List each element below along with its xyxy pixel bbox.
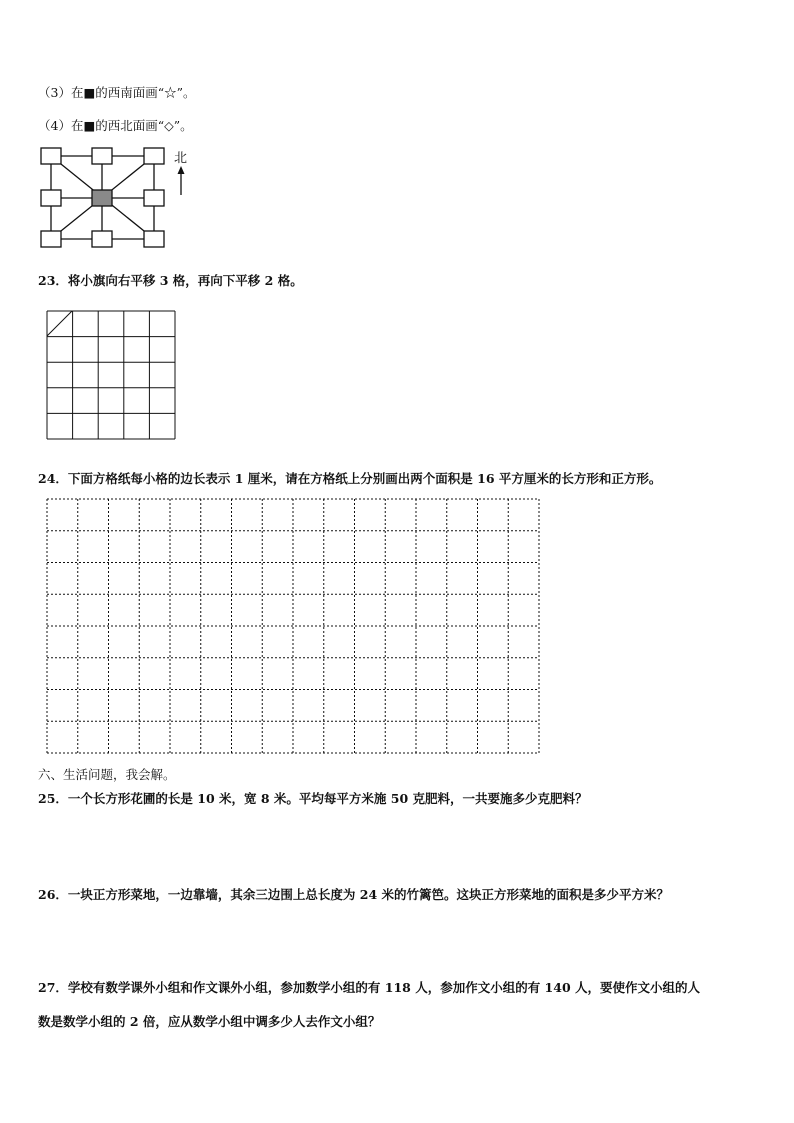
box-southwest[interactable] [41, 231, 61, 247]
box-northwest[interactable] [41, 148, 61, 164]
box-west[interactable] [41, 190, 61, 206]
q24-text: 24．下面方格纸每小格的边长表示 1 厘米，请在方格纸上分别画出两个面积是 16 平方厘米的长方形和正方形。 [38, 471, 662, 486]
q23-text: 23．将小旗向右平移 3 格，再向下平移 2 格。 [38, 273, 303, 288]
grid-5x5[interactable] [46, 310, 176, 440]
q27-text-line1: 27．学校有数学课外小组和作文课外小组，参加数学小组的有 118 人，参加作文小组的有 140 人，要使作文小组的人 [38, 980, 700, 995]
box-east[interactable] [144, 190, 164, 206]
north-arrow-icon [178, 166, 185, 195]
q27-text-line2: 数是数学小组的 2 倍，应从数学小组中调多少人去作文小组？ [38, 1014, 381, 1029]
center-shaded-box [92, 190, 112, 206]
direction-diagram [38, 145, 198, 253]
flag-diagonal [47, 311, 72, 336]
q26-text: 26．一块正方形菜地，一边靠墙，其余三边围上总长度为 24 米的竹篱笆。这块正方形菜地的面积是多少平方米？ [38, 887, 669, 902]
north-label: 北 [174, 151, 188, 166]
q22-instruction-3: （3）在■的西南面画“☆”。 [38, 85, 196, 100]
box-north[interactable] [92, 148, 112, 164]
box-northeast[interactable] [144, 148, 164, 164]
dashed-grid-paper[interactable] [46, 498, 540, 754]
box-southeast[interactable] [144, 231, 164, 247]
q25-text: 25．一个长方形花圃的长是 10 米，宽 8 米。平均每平方米施 50 克肥料，一共要施多少克肥料？ [38, 791, 588, 806]
section6-title: 六、生活问题，我会解。 [38, 767, 176, 782]
box-south[interactable] [92, 231, 112, 247]
q22-instruction-4: （4）在■的西北面画“◇”。 [38, 118, 193, 133]
